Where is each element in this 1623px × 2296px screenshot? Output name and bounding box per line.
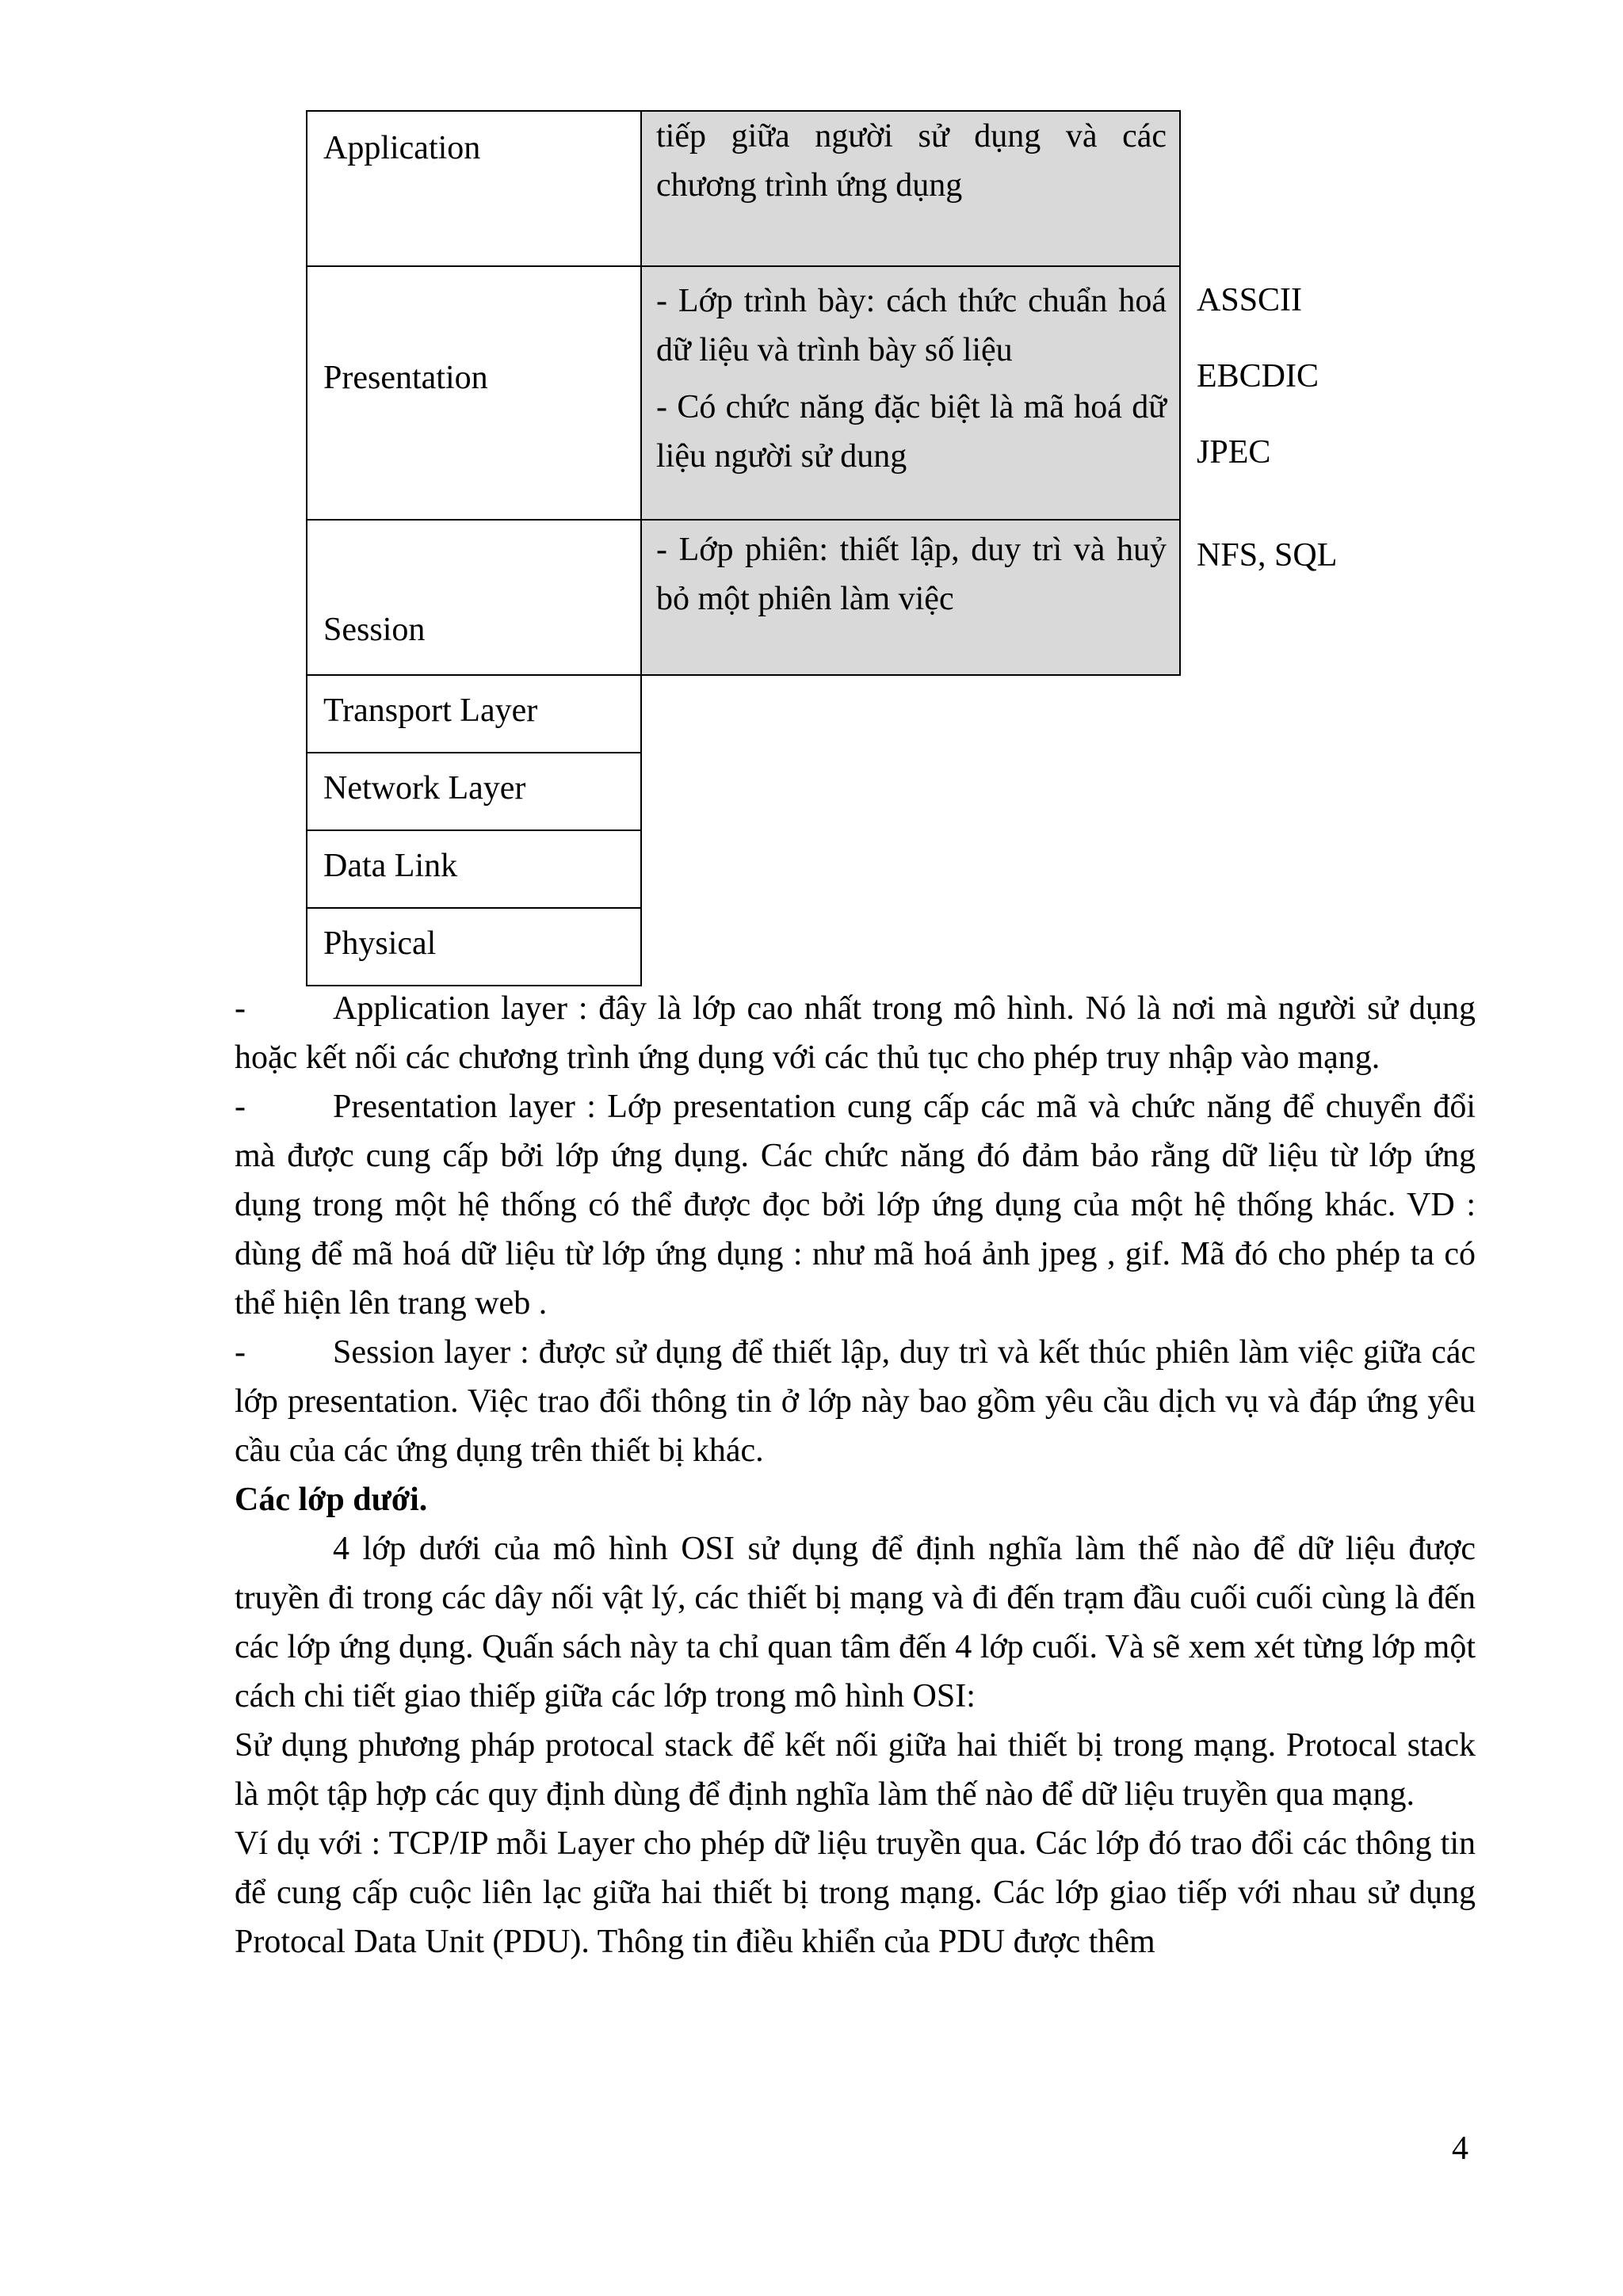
bullet-dash: - [235, 990, 246, 1027]
table-cell-layer [306, 110, 642, 267]
table-cell-description [640, 110, 1181, 267]
bullet-text: Application layer : đây là lớp cao nhất trong mô hình. Nó là nơi mà người sử dụng hoặc kết nối các chương trình ứng dụng với các thủ tục cho phép truy nhập vào mạng. [235, 990, 1476, 1076]
layer-name-transport: Transport Layer [323, 692, 538, 729]
protocol-jpec: JPEC [1197, 434, 1271, 471]
layer-name-network: Network Layer [323, 770, 526, 807]
bullet-session [235, 1328, 1476, 1475]
page-number: 4 [1452, 2130, 1468, 2167]
protocol-ebcdic: EBCDIC [1197, 358, 1319, 395]
application-description: tiếp giữa người sử dụng và các chương trình ứng dụng [656, 118, 1167, 204]
table-cell-layer [306, 674, 642, 753]
layer-name-session: Session [323, 612, 426, 648]
section-heading: Các lớp dưới. [235, 1482, 428, 1518]
layer-name-presentation: Presentation [323, 360, 488, 396]
paragraph: Sử dụng phương pháp protocal stack để kết nối giữa hai thiết bị trong mạng. Protocal stack là một tập hợp các quy định dùng để định nghĩa làm thế nào để dữ liệu truyền qua mạng. [235, 1727, 1476, 1813]
layer-name-data-link: Data Link [323, 848, 458, 884]
presentation-description-2: - Có chức năng đặc biệt là mã hoá dữ liệu người sử dung [656, 389, 1167, 475]
body-text [235, 984, 1476, 1966]
table-cell-layer [306, 265, 642, 521]
bullet-text: Session layer : được sử dụng để thiết lập, duy trì và kết thúc phiên làm việc giữa các lớp presentation. Việc trao đổi thông tin ở lớp này bao gồm yêu cầu dịch vụ và đáp ứng yêu cầu của các ứng dụng trên thiết bị khác. [235, 1334, 1476, 1469]
table-cell-layer [306, 519, 642, 676]
table-cell-description [640, 265, 1181, 521]
paragraph: Ví dụ với : TCP/IP mỗi Layer cho phép dữ liệu truyền qua. Các lớp đó trao đổi các thông tin để cung cấp cuộc liên lạc giữa hai thiết bị trong mạng. Các lớp giao tiếp với nhau sử dụng Protocal Data Unit (PDU). Thông tin điều khiển của PDU được thêm [235, 1825, 1476, 1960]
bullet-dash: - [235, 1334, 246, 1371]
bullet-presentation [235, 1082, 1476, 1328]
bullet-application [235, 984, 1476, 1082]
layer-name-application: Application [323, 130, 481, 166]
bullet-text: Presentation layer : Lớp presentation cung cấp các mã và chức năng để chuyển đổi mà được cung cấp bởi lớp ứng dụng. Các chức năng đó đảm bảo rằng dữ liệu từ lớp ứng dụng trong một hệ thống có thể được đọc bởi lớp ứng dụng của một hệ thống khác. VD : dùng để mã hoá dữ liệu từ lớp ứng dụng : như mã hoá ảnh jpeg , gif. Mã đó cho phép ta có thể hiện lên trang web . [235, 1089, 1476, 1322]
table-cell-layer [306, 752, 642, 831]
protocol-asscii: ASSCII [1197, 282, 1303, 318]
paragraph: 4 lớp dưới của mô hình OSI sử dụng để định nghĩa làm thế nào để dữ liệu được truyền đi trong các dây nối vật lý, các thiết bị mạng và đi đến trạm đầu cuối cuối cùng là đến các lớp ứng dụng. Quấn sách này ta chỉ quan tâm đến 4 lớp cuối. Và sẽ xem xét từng lớp một cách chi tiết giao thiếp giữa các lớp trong mô hình OSI: [235, 1531, 1476, 1714]
table-cell-layer [306, 907, 642, 986]
presentation-description-1: - Lớp trình bày: cách thức chuẩn hoá dữ liệu và trình bày số liệu [656, 283, 1167, 368]
table-cell-layer [306, 830, 642, 909]
table-cell-description [640, 519, 1181, 676]
session-description: - Lớp phiên: thiết lập, duy trì và huỷ bỏ một phiên làm việc [656, 532, 1167, 617]
layer-name-physical: Physical [323, 925, 437, 962]
protocol-nfs-sql: NFS, SQL [1197, 537, 1338, 574]
bullet-dash: - [235, 1089, 246, 1125]
